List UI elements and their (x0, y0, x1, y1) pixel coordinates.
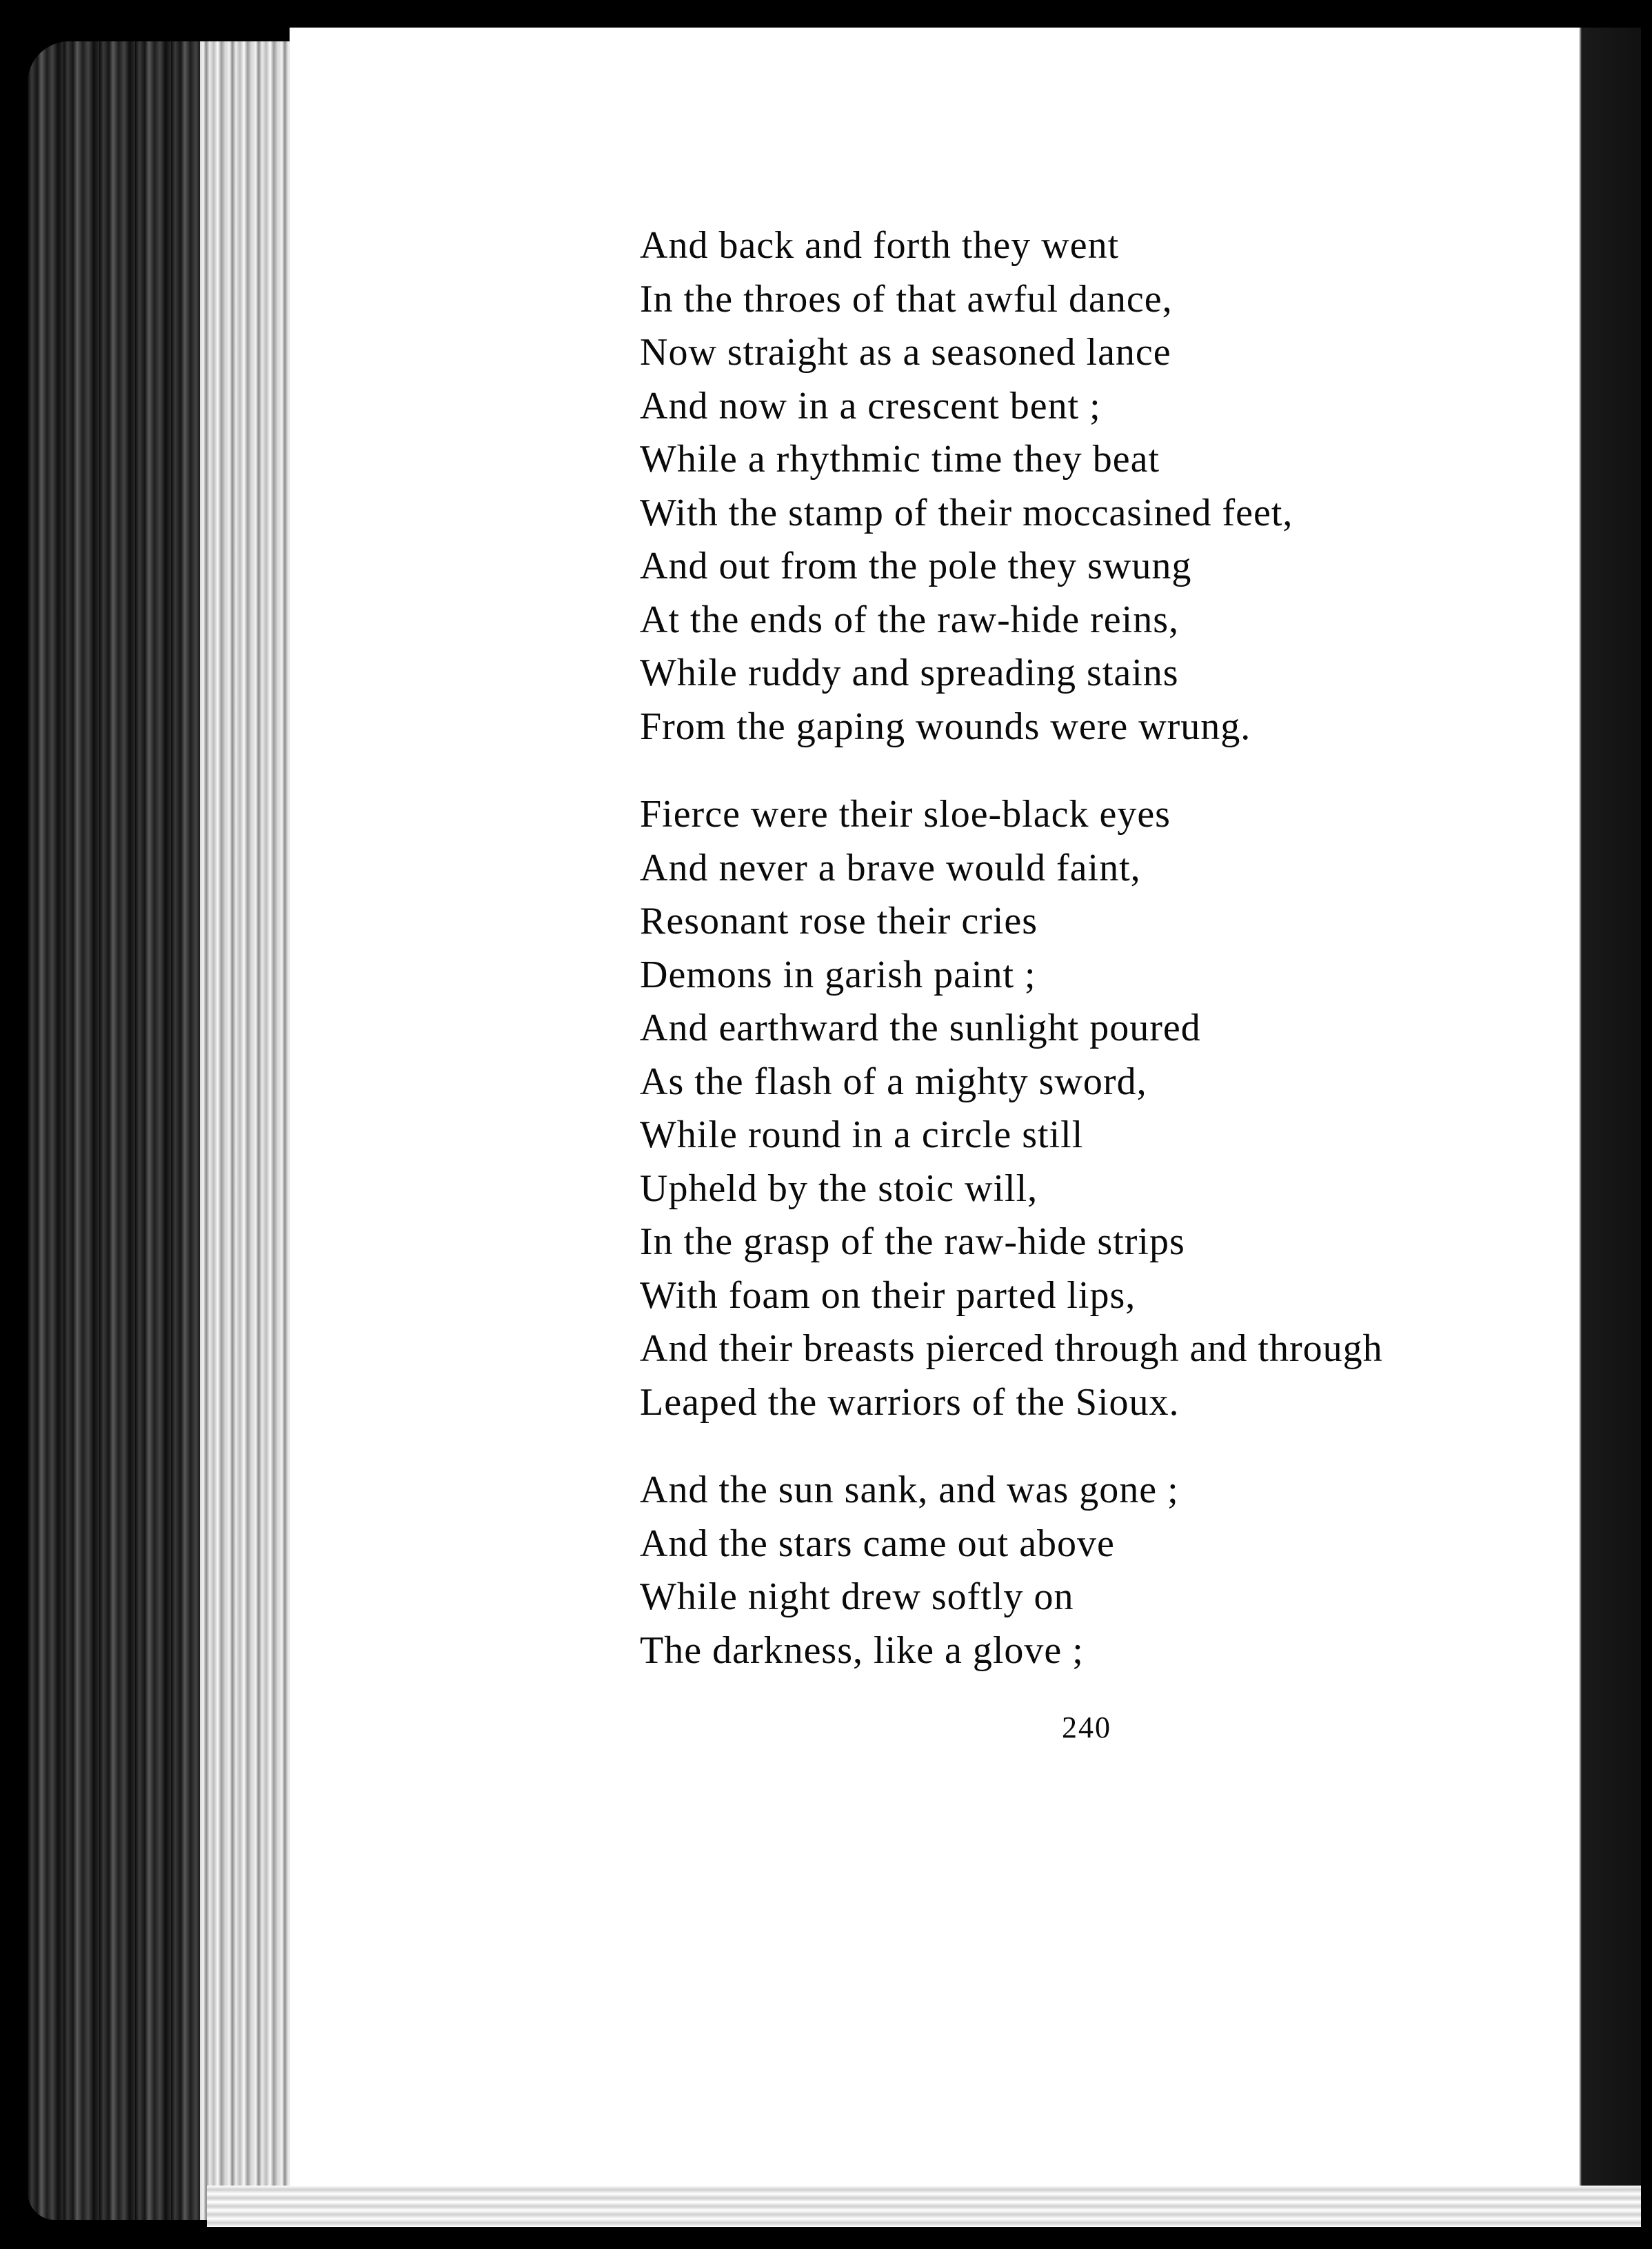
poem-line: And never a brave would faint, (640, 846, 1141, 889)
poem-line: Resonant rose their cries (640, 900, 1038, 942)
poem-line: Demons in garish paint ; (640, 953, 1036, 996)
bottom-page-edge (207, 2186, 1641, 2227)
poem-line: And the sun sank, and was gone ; (640, 1469, 1179, 1511)
right-page-edge (1565, 28, 1641, 2199)
poem-line: Fierce were their sloe-black eyes (640, 793, 1171, 836)
poem-line: While a rhythmic time they beat (640, 438, 1160, 481)
poem-line: And earthward the sunlight poured (640, 1007, 1201, 1049)
poem-line: At the ends of the raw-hide reins, (640, 598, 1179, 641)
poem-line: While night drew softly on (640, 1575, 1074, 1618)
poem-line: While ruddy and spreading stains (640, 652, 1179, 694)
stanza-2 (640, 788, 1564, 1429)
poem-line: Upheld by the stoic will, (640, 1167, 1038, 1210)
poem-line: In the grasp of the raw-hide strips (640, 1220, 1185, 1263)
poem-line: With the stamp of their moccasined feet, (640, 491, 1293, 534)
stanza-3 (640, 1464, 1564, 1677)
poem-line: In the throes of that awful dance, (640, 277, 1173, 321)
stanza-1 (640, 219, 1564, 754)
poem-line: And their breasts pierced through and through (640, 1327, 1383, 1370)
poem-line: From the gaping wounds were wrung. (640, 705, 1251, 748)
poem-line: Leaped the warriors of the Sioux. (640, 1380, 1180, 1424)
poem-line: With foam on their parted lips, (640, 1273, 1136, 1317)
page-number: 240 (1062, 1711, 1111, 1744)
poem-line: And out from the pole they swung (640, 545, 1192, 587)
poem-line: And the stars came out above (640, 1522, 1115, 1565)
poem-text (640, 219, 1564, 1677)
poem-line: And back and forth they went (640, 224, 1120, 267)
poem-line: And now in a crescent bent ; (640, 384, 1101, 427)
poem-line: While round in a circle still (640, 1113, 1084, 1156)
poem-line: Now straight as a seasoned lance (640, 331, 1171, 374)
poem-line: As the flash of a mighty sword, (640, 1060, 1147, 1103)
poem-line: The darkness, like a glove ; (640, 1628, 1084, 1672)
